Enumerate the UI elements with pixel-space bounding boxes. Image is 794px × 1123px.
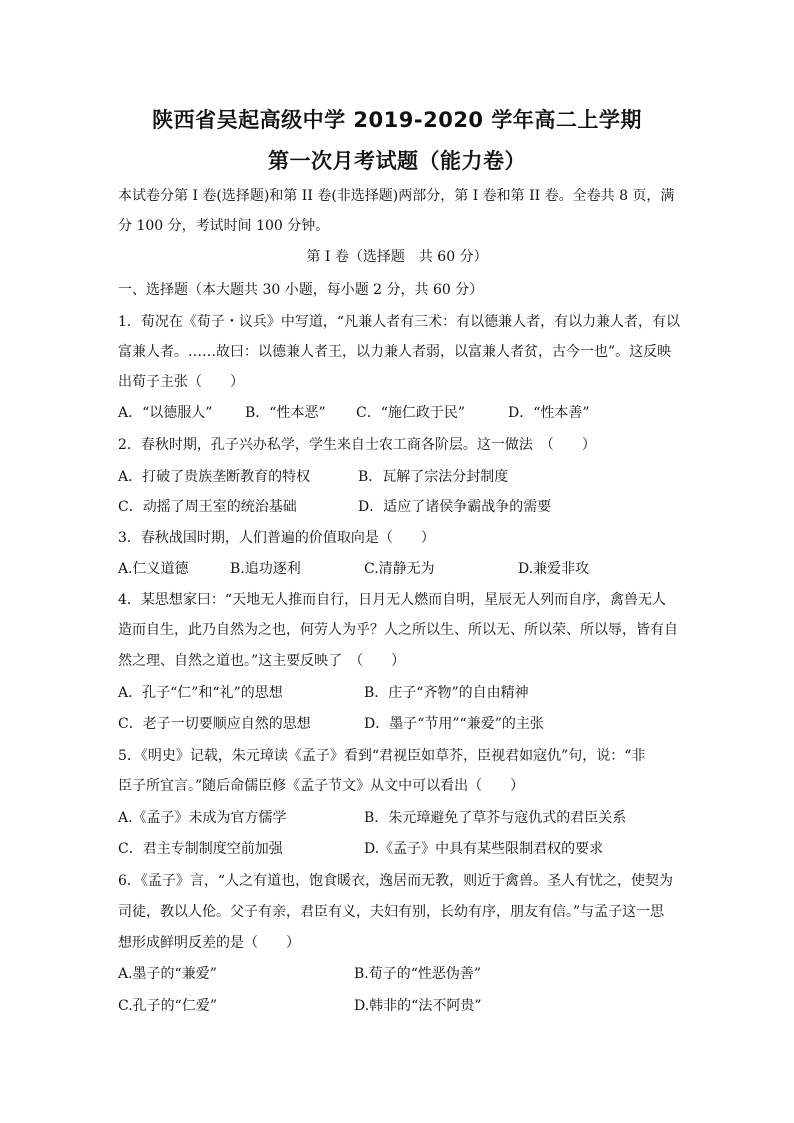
option-b: B．“性本恶” [245,405,326,421]
question-text: 1．荀况在《荀子・议兵》中写道，“凡兼人者有三术：有以德兼人者，有以力兼人者，有以 [118,314,681,330]
option-b: B．庄子“齐物”的自由精神 [364,685,529,701]
option-c: C．老子一切要顺应自然的思想 [118,716,311,732]
question-text: 然之理、自然之道也。”这主要反映了 （ ） [118,653,406,669]
option-d: D．“性本善” [508,405,590,421]
exam-subtitle: 第一次月考试题（能力卷） [268,149,526,173]
option-b: B.追功逐利 [230,561,301,577]
question-text: 3．春秋战国时期，人们普遍的价值取向是（ ） [118,530,435,546]
option-a: A.墨子的“兼爱” [118,966,217,982]
option-d: D．墨子“节用”“兼爱”的主张 [364,716,544,732]
option-a: A．“以德服人” [118,405,213,421]
question-text: 司徒，教以人伦。父子有亲，君臣有义，夫妇有别，长幼有序，朋友有信。”与孟子这一思 [118,904,665,920]
question-text: 出荀子主张（ ） [118,374,244,390]
part-heading: 一、选择题（本大题共 30 小题，每小题 2 分，共 60 分） [118,282,484,298]
option-a: A.《孟子》未成为官方儒学 [118,810,287,826]
section-title: 第 I 卷（选择题 共 60 分） [306,249,488,265]
option-d: D.《孟子》中具有某些限制君权的要求 [364,841,604,857]
option-d: D．适应了诸侯争霸战争的需要 [358,499,552,515]
question-text: 2．春秋时期，孔子兴办私学，学生来自士农工商各阶层。这一做法 （ ） [118,437,596,453]
option-a: A．打破了贵族垄断教育的特权 [118,469,311,485]
question-text: 富兼人者。……故曰：以德兼人者王，以力兼人者弱，以富兼人者贫，古今一也”。这反映 [118,344,672,360]
option-c: C．“施仁政于民” [356,405,466,421]
option-c: C.孔子的“仁爱” [118,998,217,1014]
question-text: 想形成鲜明反差的是（ ） [118,935,300,951]
option-d: D.韩非的“法不阿贵” [354,998,482,1014]
option-b: B．瓦解了宗法分封制度 [358,469,509,485]
option-c: C．动摇了周王室的统治基础 [118,499,297,515]
option-a: A.仁义道德 [118,561,189,577]
option-c: C．君主专制制度空前加强 [118,841,283,857]
question-text: 6．《孟子》言，“人之有道也，饱食暖衣，逸居而无教，则近于禽兽。圣人有忧之，使契为 [118,873,674,889]
intro-line: 分 100 分，考试时间 100 分钟。 [118,218,330,234]
exam-title: 陕西省吴起高级中学 2019-2020 学年高二上学期 [152,108,642,132]
question-text: 造而自生，此乃自然为之也，何劳人为乎？人之所以生、所以无、所以荣、所以辱，皆有自 [118,622,678,638]
option-a: A．孔子“仁”和“礼”的思想 [118,685,283,701]
option-b: B．朱元璋避免了草芥与寇仇式的君臣关系 [364,810,627,826]
option-b: B.荀子的“性恶伪善” [354,966,482,982]
question-text: 5．《明史》记载，朱元璋读《孟子》看到“君视臣如草芥，臣视君如寇仇”句，说：“非 [118,748,646,764]
question-text: 4．某思想家曰：“天地无人推而自行，日月无人燃而自明，星辰无人列而自序，禽兽无人 [118,592,667,608]
option-d: D.兼爱非攻 [518,561,590,577]
intro-line: 本试卷分第 I 卷(选择题)和第 II 卷(非选择题)两部分，第 I 卷和第 II 卷。全卷共 8 页，满 [118,188,675,204]
option-c: C.清静无为 [364,561,435,577]
question-text: 臣子所宜言。”随后命儒臣修《孟子节文》从文中可以看出（ ） [118,778,525,794]
